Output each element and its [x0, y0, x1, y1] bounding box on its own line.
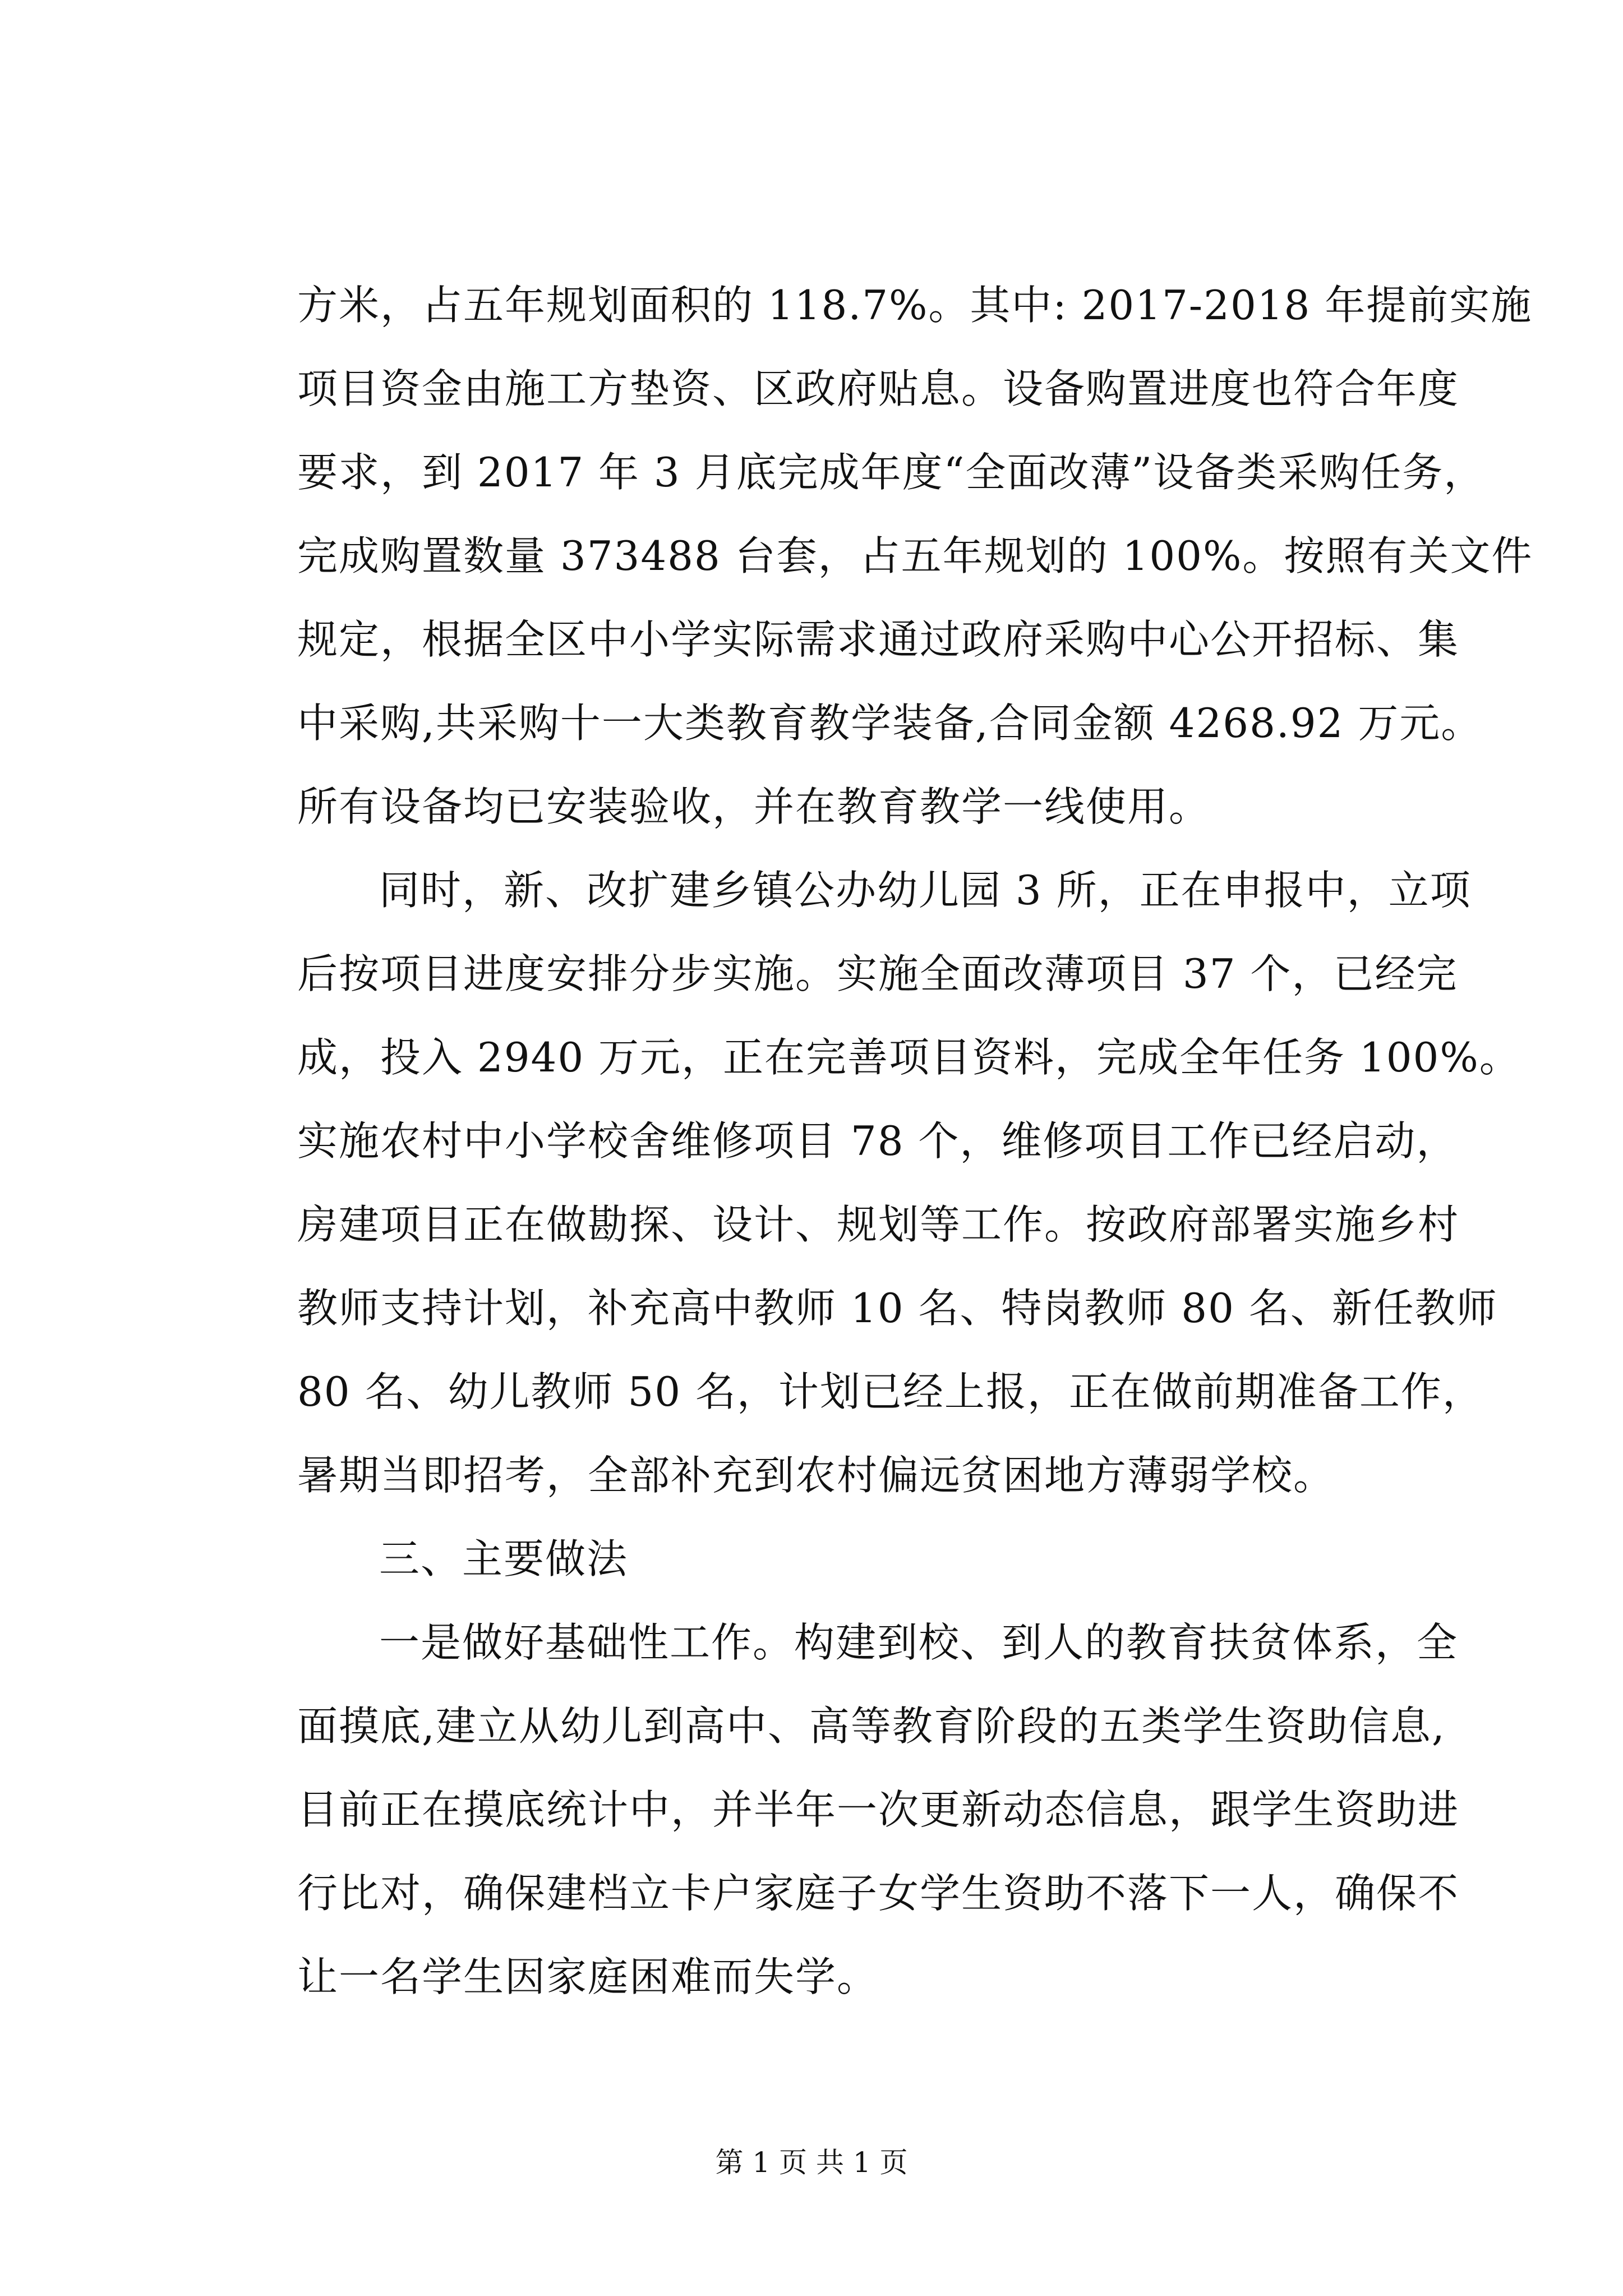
text-line: 房建项目正在做勘探、设计、规划等工作。按政府部署实施乡村 [297, 1201, 1460, 1248]
text-line: 完成购置数量 373488 台套，占五年规划的 100%。按照有关文件 [297, 532, 1533, 579]
text-line: 教师支持计划，补充高中教师 10 名、特岗教师 80 名、新任教师 [297, 1285, 1498, 1332]
text-line: 80 名、幼儿教师 50 名，计划已经上报，正在做前期准备工作， [297, 1368, 1484, 1415]
text-line: 所有设备均已安装验收，并在教育教学一线使用。 [297, 783, 1211, 830]
page-footer [0, 2143, 1623, 2182]
paragraph-kindergarten-and-teachers [297, 849, 1521, 1517]
text-line: 后按项目进度安排分步实施。实施全面改薄项目 37 个，已经完 [297, 950, 1458, 997]
text-line: 暑期当即招考，全部补充到农村偏远贫困地方薄弱学校。 [297, 1452, 1335, 1499]
text-line: 成，投入 2940 万元，正在完善项目资料，完成全年任务 100%。 [297, 1034, 1521, 1081]
text-line: 面摸底,建立从幼儿到高中、高等教育阶段的五类学生资助信息, [297, 1703, 1446, 1750]
text-line: 规定，根据全区中小学实际需求通过政府采购中心公开招标、集 [297, 616, 1460, 663]
text-line: 让一名学生因家庭困难而失学。 [297, 1953, 879, 2000]
page-number-label: 第 1 页 共 1 页 [715, 2146, 908, 2179]
text-line: 中采购,共采购十一大类教育教学装备,合同金额 4268.92 万元。 [297, 700, 1483, 747]
text-line: 项目资金由施工方垫资、区政府贴息。设备购置进度也符合年度 [297, 365, 1460, 412]
paragraph-basic-work [297, 1601, 1460, 2019]
paragraph-equipment-procurement [297, 264, 1533, 849]
text-line: 要求，到 2017 年 3 月底完成年度“全面改薄”设备类采购任务， [297, 449, 1486, 496]
heading-line: 三、主要做法 [379, 1535, 629, 1582]
text-line: 实施农村中小学校舍维修项目 78 个，维修项目工作已经启动， [297, 1117, 1458, 1165]
text-line: 方米，占五年规划面积的 118.7%。其中: 2017-2018 年提前实施 [297, 282, 1533, 329]
body-text [297, 264, 1533, 2019]
text-line: 行比对，确保建档立卡户家庭子女学生资助不落下一人，确保不 [297, 1870, 1460, 1917]
text-line: 目前正在摸底统计中，并半年一次更新动态信息，跟学生资助进 [297, 1786, 1460, 1833]
section-heading [297, 1517, 1413, 1601]
text-line: 同时，新、改扩建乡镇公办幼儿园 3 所，正在申报中，立项 [379, 867, 1472, 914]
text-line: 一是做好基础性工作。构建到校、到人的教育扶贫体系，全 [379, 1619, 1459, 1666]
